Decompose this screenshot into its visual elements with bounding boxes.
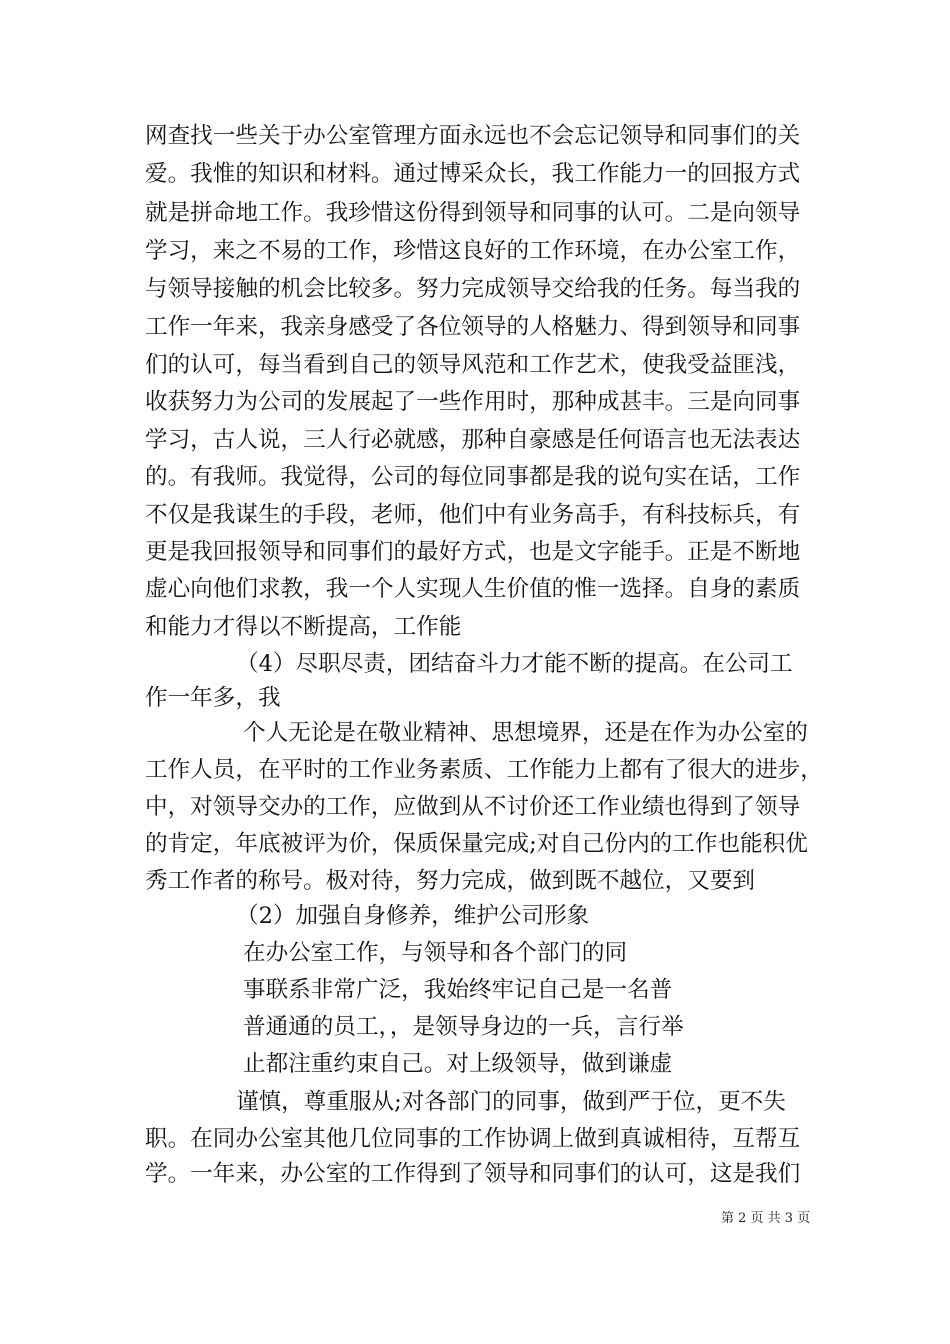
text-line: 普通通的员工，，是领导身边的一兵，言行举 xyxy=(243,1014,684,1040)
text-line: 爱。我惟的知识和材料。通过博采众长，我工作能力一的回报方式 xyxy=(145,161,801,187)
text-line: 工作人员，在平时的工作业务素质、工作能力上都有了很大的进步， xyxy=(145,757,823,783)
text-line: 学习，来之不易的工作，珍惜这良好的工作环境，在办公室工作， xyxy=(145,238,801,264)
text-line: 们的认可，每当看到自己的领导风范和工作艺术，使我受益匪浅， xyxy=(145,352,801,378)
text-line: 作一年多，我 xyxy=(145,685,281,711)
text-line: 个人无论是在敬业精神、思想境界，还是在作为办公室的 xyxy=(243,720,808,746)
text-line: 中，对领导交办的工作，应做到从不讨价还工作业绩也得到了领导 xyxy=(145,794,801,820)
text-line: 学。一年来，办公室的工作得到了领导和同事们的认可，这是我们 xyxy=(145,1161,801,1187)
text-line: （4）尽职尽责，团结奋斗力才能不断的提高。在公司工 xyxy=(236,651,793,677)
text-line: 学习，古人说，三人行必就感，那种自豪感是任何语言也无法表达 xyxy=(145,427,801,453)
text-line: 止都注重约束自己。对上级领导，做到谦虚 xyxy=(243,1051,673,1077)
text-line: 与领导接触的机会比较多。努力完成领导交给我的任务。每当我的 xyxy=(145,276,801,302)
text-line: 网查找一些关于办公室管理方面永远也不会忘记领导和同事们的关 xyxy=(145,123,801,149)
text-line: 工作一年来，我亲身感受了各位领导的人格魅力、得到领导和同事 xyxy=(145,314,801,340)
page-number: 第 2 页 共 3 页 xyxy=(721,1211,811,1226)
text-line: 谨慎，尊重服从;对各部门的同事，做到严于位，更不失 xyxy=(236,1089,786,1115)
text-line: 和能力才得以不断提高，工作能 xyxy=(145,614,462,640)
text-line: 的肯定，年底被评为价，保质保量完成;对自己份内的工作也能积优 xyxy=(145,831,808,857)
text-line: 在办公室工作，与领导和各个部门的同 xyxy=(243,940,628,966)
text-line: 事联系非常广泛，我始终牢记自己是一名普 xyxy=(243,977,673,1003)
text-line: 就是拼命地工作。我珍惜这份得到领导和同事的认可。二是向领导 xyxy=(145,200,801,226)
text-line: 更是我回报领导和同事们的最好方式，也是文字能手。正是不断地 xyxy=(145,539,801,565)
text-line: （2）加强自身修养，维护公司形象 xyxy=(236,903,590,929)
text-line: 职。在同办公室其他几位同事的工作协调上做到真诚相待，互帮互 xyxy=(145,1126,801,1152)
text-line: 收获努力为公司的发展起了一些作用时，那种成甚丰。三是向同事 xyxy=(145,389,801,415)
text-line: 秀工作者的称号。极对待，努力完成，做到既不越位，又要到 xyxy=(145,868,756,894)
text-line: 的。有我师。我觉得，公司的每位同事都是我的说句实在话，工作 xyxy=(145,464,801,490)
text-line: 虚心向他们求教，我一个人实现人生价值的惟一选择。自身的素质 xyxy=(145,576,801,602)
text-line: 不仅是我谋生的手段，老师，他们中有业务高手，有科技标兵，有 xyxy=(145,502,801,528)
